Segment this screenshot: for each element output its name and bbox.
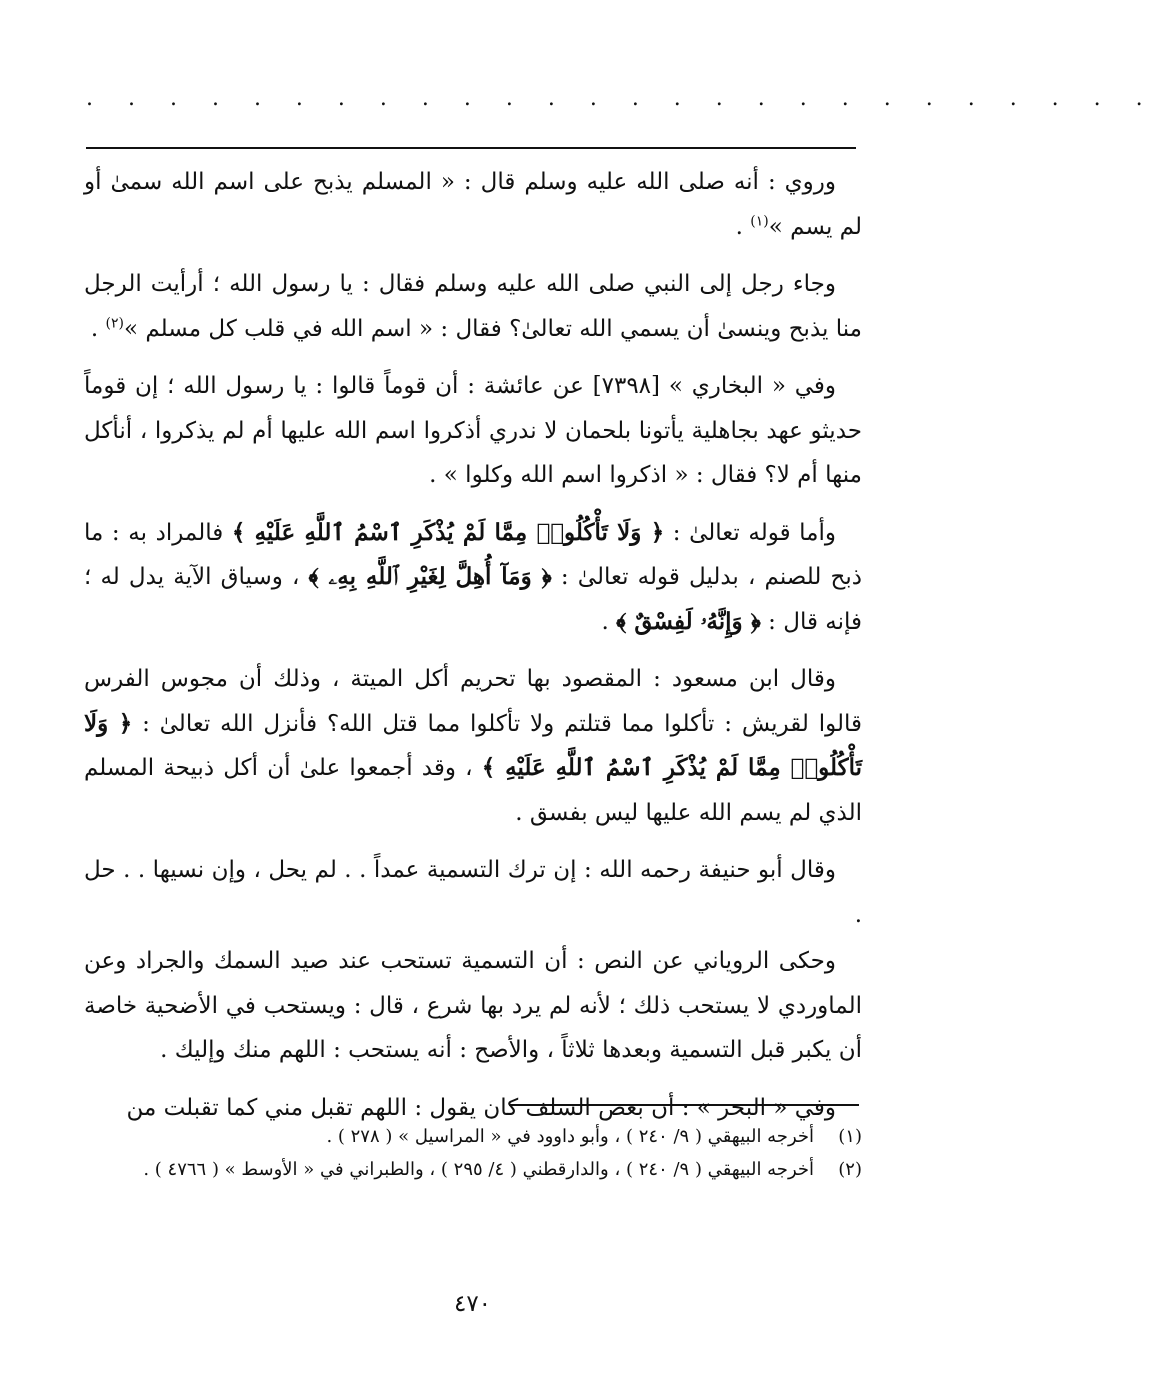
paragraph-1-text: وروي : أنه صلى الله عليه وسلم قال : « المسلم يذبح على اسم الله سمىٰ أو لم يسم »	[84, 169, 862, 240]
footnote-rule	[509, 1104, 859, 1106]
quran-quote-4: ﴿ وَلَا تَأْكُلُوا۟ مِمَّا لَمْ يُذْكَرِ ٱسْمُ ٱللَّهِ عَلَيْهِ ﴾	[84, 709, 862, 781]
footnote-1-number: (١)	[838, 1126, 862, 1147]
paragraph-7: وحكى الروياني عن النص : أن التسمية تستحب عند صيد السمك والجراد وعن الماوردي لا يستحب ذلك ؛ لأنه لم يرد بها شرع ، قال : ويستحب في الأضحية خاصة أن يكبر قبل التسمية وبعدها ثلاثاً ، والأصح : أنه يستحب : اللهم منك وإليك .	[84, 948, 862, 1063]
header-dots: . . . . . . . . . . . . . . . . . . . . . . . . . .	[86, 86, 1157, 111]
main-text	[84, 160, 862, 1143]
paragraph-2-end: .	[90, 315, 106, 342]
paragraph-4-text-a: وأما قوله تعالىٰ :	[664, 519, 837, 546]
quran-quote-2: ﴿ وَمَآ أُهِلَّ لِغَيْرِ ٱللَّهِ بِهِۦ ﴾	[308, 563, 552, 590]
footnote-2	[86, 1155, 862, 1184]
paragraph-2-text: وجاء رجل إلى النبي صلى الله عليه وسلم فقال : يا رسول الله ؛ أرأيت الرجل منا يذبح وينسىٰ أن يسمي الله تعالىٰ؟ فقال : « اسم الله في قلب كل مسلم »	[84, 271, 862, 342]
paragraph-5-text-a: وقال ابن مسعود : المقصود بها تحريم أكل الميتة ، وذلك أن مجوس الفرس قالوا لقريش : تأكلوا مما قتلتم ولا تأكلوا مما قتل الله؟ فأنزل الله تعالىٰ :	[84, 666, 862, 737]
footnote-ref-2[interactable]: (٢)	[105, 314, 124, 331]
header-rule	[86, 147, 856, 149]
footnotes	[86, 1122, 862, 1188]
footnote-1	[86, 1122, 862, 1151]
footnote-2-number: (٢)	[838, 1159, 862, 1180]
quran-quote-3: ﴿ وَإِنَّهُۥ لَفِسْقٌ ﴾	[616, 607, 761, 635]
paragraph-5-text-b: ، وقد أجمعوا علىٰ أن أكل ذبيحة المسلم الذي لم يسم الله عليها ليس بفسق .	[84, 755, 862, 826]
paragraph-4	[84, 511, 862, 645]
page-number: ٤٧٠	[453, 1291, 492, 1317]
paragraph-1-end: .	[735, 213, 751, 240]
paragraph-2	[84, 262, 862, 351]
footnote-1-text: أخرجه البيهقي ( ٩/ ٢٤٠ ) ، وأبو داوود في « المراسيل » ( ٢٧٨ ) .	[326, 1126, 814, 1147]
paragraph-5	[84, 657, 862, 835]
paragraph-8: وفي « البحر » : أن بعض السلف كان يقول : اللهم تقبل مني كما تقبلت من	[126, 1094, 836, 1121]
paragraph-1	[84, 160, 862, 249]
paragraph-6: وقال أبو حنيفة رحمه الله : إن ترك التسمية عمداً . . لم يحل ، وإن نسيها . . حل .	[84, 857, 862, 928]
footnote-2-text: أخرجه البيهقي ( ٩/ ٢٤٠ ) ، والدارقطني ( ٤/ ٢٩٥ ) ، والطبراني في « الأوسط » ( ٤٧٦٦ ) .	[143, 1159, 814, 1180]
paragraph-4-text-b: فالمراد به : ما ذبح للصنم ، بدليل قوله تعالىٰ :	[84, 519, 862, 590]
paragraph-3: وفي « البخاري » [٧٣٩٨] عن عائشة : أن قوماً قالوا : يا رسول الله ؛ إن قوماً حديثو عهد بجاهلية يأتونا بلحمان لا ندري أذكروا اسم الله عليها أم لم يذكروا ، أنأكل منها أم لا؟ فقال : « اذكروا اسم الله وكلوا » .	[84, 373, 862, 488]
paragraph-4-text-c: ، وسياق الآية يدل له ؛ فإنه قال :	[84, 564, 862, 635]
quran-quote-1: ﴿ وَلَا تَأْكُلُوا۟ مِمَّا لَمْ يُذْكَرِ ٱسْمُ ٱللَّهِ عَلَيْهِ ﴾	[231, 518, 665, 546]
paragraph-4-text-d: .	[601, 608, 617, 635]
footnote-ref-1[interactable]: (١)	[750, 212, 769, 229]
